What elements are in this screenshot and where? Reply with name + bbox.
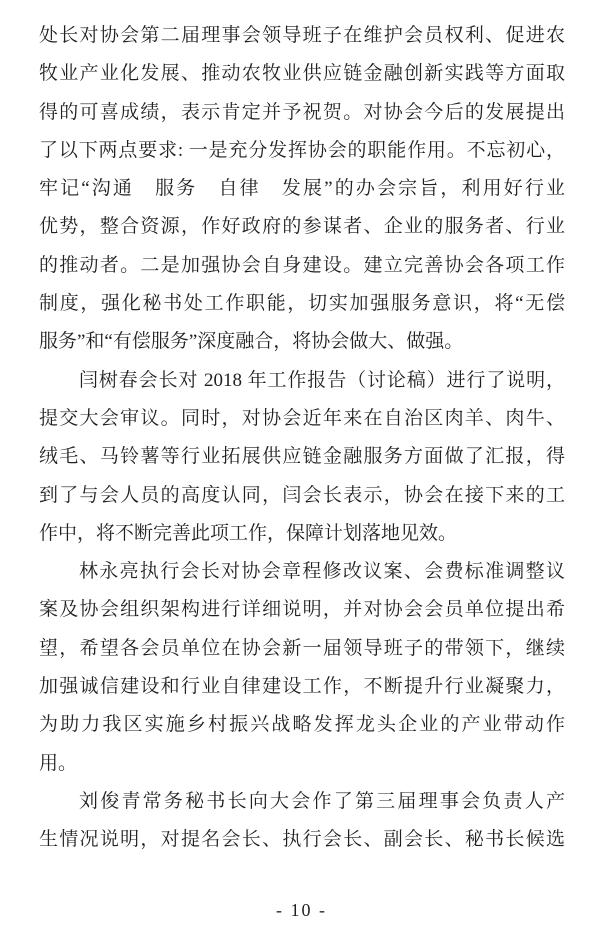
- text-line: 闫树春会长对 2018 年工作报告（讨论稿）进行了说明，: [79, 369, 565, 391]
- text-line: 为助力我区实施乡村振兴战略发挥龙头企业的产业带动作: [39, 714, 565, 736]
- text-line: 得的可喜成绩，表示肯定并予祝贺。对协会今后的发展提出: [39, 101, 565, 123]
- text-line: 用。: [39, 752, 78, 774]
- page-number: - 10 -: [276, 900, 327, 920]
- document-lines: [39, 17, 565, 860]
- text-line: 处长对协会第二届理事会领导班子在维护会员权利、促进农: [39, 25, 565, 46]
- text-line: 案及协会组织架构进行详细说明，并对协会会员单位提出希: [39, 599, 565, 621]
- text-line: 了以下两点要求: 一是充分发挥协会的职能作用。不忘初心，: [39, 139, 565, 161]
- text-line: 的推动者。二是加强协会自身建设。建立完善协会各项工作: [39, 254, 565, 276]
- text-line: 加强诚信建设和行业自律建设工作，不断提升行业凝聚力，: [39, 676, 565, 698]
- text-line: 制度，强化秘书处工作职能，切实加强服务意识，将“无偿: [39, 293, 565, 315]
- text-line: 提交大会审议。同时，对协会近年来在自治区肉羊、肉牛、: [39, 407, 565, 429]
- text-line: 到了与会人员的高度认同，闫会长表示，协会在接下来的工: [39, 484, 565, 506]
- text-line: 服务”和“有偿服务”深度融合，将协会做大、做强。: [39, 331, 464, 353]
- text-line: 牢记“沟通 服务 自律 发展”的办会宗旨，利用好行业: [39, 178, 565, 200]
- text-line: 绒毛、马铃薯等行业拓展供应链金融服务方面做了汇报，得: [39, 446, 565, 468]
- text-line: 刘俊青常务秘书长向大会作了第三届理事会负责人产: [79, 790, 565, 812]
- text-line: 作中，将不断完善此项工作，保障计划落地见效。: [39, 522, 458, 544]
- text-line: 牧业产业化发展、推动农牧业供应链金融创新实践等方面取: [39, 63, 565, 85]
- page-footer: [0, 900, 603, 921]
- text-line: 优势，整合资源，作好政府的参谋者、企业的服务者、行业: [39, 216, 565, 238]
- text-line: 林永亮执行会长对协会章程修改议案、会费标准调整议: [79, 561, 565, 583]
- text-line: 望，希望各会员单位在协会新一届领导班子的带领下，继续: [39, 637, 565, 659]
- text-line: 生情况说明，对提名会长、执行会长、副会长、秘书长候选: [39, 829, 565, 851]
